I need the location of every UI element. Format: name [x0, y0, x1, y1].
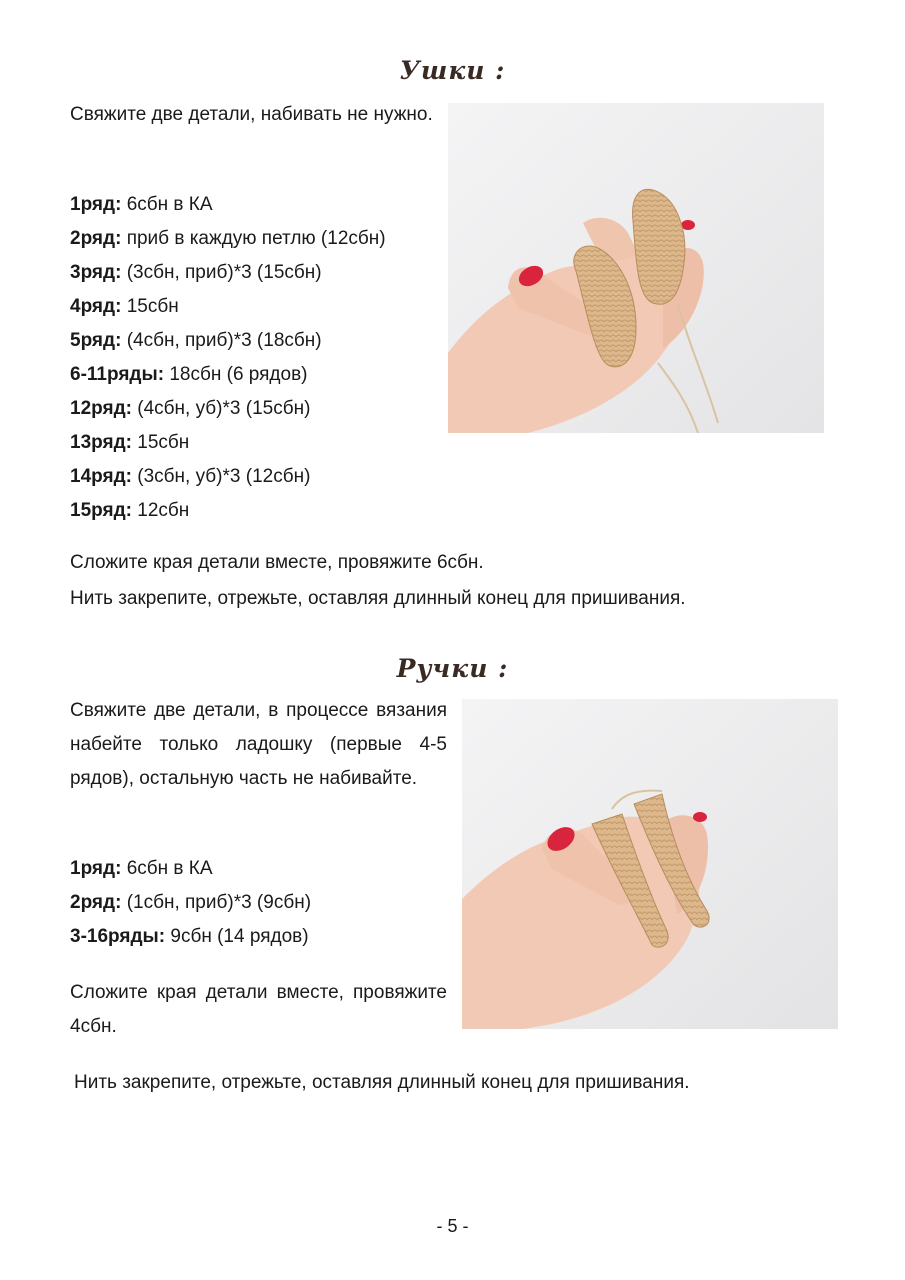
arms-row: 3-16ряды: 9сбн (14 рядов)	[70, 926, 309, 947]
arms-finish-note: Нить закрепите, отрежьте, оставляя длинный конец для пришивания.	[74, 1072, 690, 1093]
arms-heading: Ручки :	[396, 654, 509, 683]
ears-intro: Свяжите две детали, набивать не нужно.	[70, 104, 433, 125]
page-number: - 5 -	[436, 1216, 469, 1236]
arms-row: 2ряд: (1сбн, приб)*3 (9сбн)	[70, 892, 312, 913]
ears-row: 6-11ряды: 18сбн (6 рядов)	[70, 364, 308, 385]
arms-finish-step: Сложите края детали вместе, провяжите 4сбн.	[70, 982, 447, 1037]
arms-row-list	[70, 852, 311, 954]
ears-photo	[448, 103, 824, 433]
ears-row: 1ряд: 6сбн в КА	[70, 194, 213, 215]
ears-row: 2ряд: приб в каждую петлю (12сбн)	[70, 228, 386, 249]
arms-row: 1ряд: 6сбн в КА	[70, 858, 213, 879]
ears-row: 14ряд: (3сбн, уб)*3 (12сбн)	[70, 466, 311, 487]
ears-heading: Ушки :	[399, 56, 506, 85]
arms-photo	[462, 699, 838, 1029]
ears-row: 5ряд: (4сбн, приб)*3 (18сбн)	[70, 330, 322, 351]
ears-finish-step: Сложите края детали вместе, провяжите 6сбн.	[70, 552, 484, 573]
ears-row: 15ряд: 12сбн	[70, 500, 190, 521]
ears-row: 12ряд: (4сбн, уб)*3 (15сбн)	[70, 398, 311, 419]
ears-row-list	[70, 188, 386, 528]
ears-row: 13ряд: 15сбн	[70, 432, 190, 453]
ears-row: 4ряд: 15сбн	[70, 296, 179, 317]
ears-row: 3ряд: (3сбн, приб)*3 (15сбн)	[70, 262, 322, 283]
arms-intro: Свяжите две детали, в процессе вязания набейте только ладошку (первые 4-5 рядов), остальную часть не набивайте.	[70, 700, 447, 789]
ears-finish-note: Нить закрепите, отрежьте, оставляя длинный конец для пришивания.	[70, 588, 686, 609]
